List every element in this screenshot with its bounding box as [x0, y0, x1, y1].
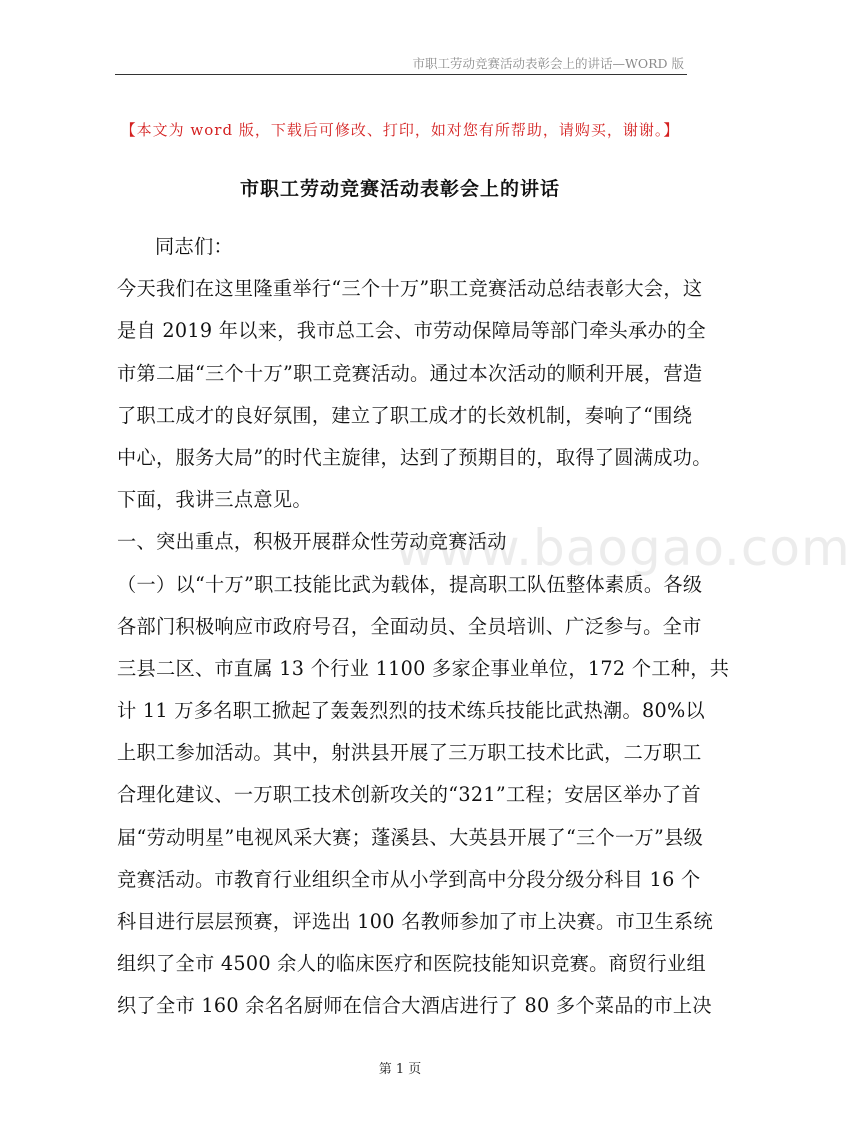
section-heading: 一、突出重点，积极开展群众性劳动竞赛活动 [117, 530, 507, 554]
body-line: 中心，服务大局”的时代主旋律，达到了预期目的，取得了圆满成功。 [117, 445, 712, 469]
body-line: 合理化建议、一万职工技术创新攻关的“321”工程；安居区举办了首 [117, 783, 701, 807]
header-divider [115, 74, 687, 75]
body-line: 市第二届“三个十万”职工竞赛活动。通过本次活动的顺利开展，营造 [117, 361, 703, 385]
body-line: 计 11 万多名职工掀起了轰轰烈烈的技术练兵技能比武热潮。80%以 [117, 699, 706, 723]
body-line: 织了全市 160 余名名厨师在信合大酒店进行了 80 多个菜品的市上决 [117, 994, 712, 1018]
salutation: 同志们： [155, 235, 233, 258]
body-line: 各部门积极响应市政府号召，全面动员、全员培训、广泛参与。全市 [117, 614, 702, 638]
body-line: 是自 2019 年以来，我市总工会、市劳动保障局等部门牵头承办的全 [117, 319, 706, 343]
page-number: 第 1 页 [378, 1062, 422, 1077]
body-line: 下面，我讲三点意见。 [117, 488, 312, 512]
body-line: 了职工成才的良好氛围，建立了职工成才的长效机制，奏响了“围绕 [117, 403, 693, 427]
body-text [117, 226, 730, 1028]
body-line: 届“劳动明星”电视风采大赛；蓬溪县、大英县开展了“三个一万”县级 [117, 825, 704, 849]
body-line: 上职工参加活动。其中，射洪县开展了三万职工技术比武，二万职工 [117, 741, 702, 765]
running-header: 市职工劳动竞赛活动表彰会上的讲话—WORD 版 [412, 56, 684, 71]
download-notice: 【本文为 word 版，下载后可修改、打印，如对您有所帮助，请购买，谢谢。】 [120, 121, 680, 139]
body-line: （一）以“十万”职工技能比武为载体，提高职工队伍整体素质。各级 [117, 572, 703, 596]
body-line: 竞赛活动。市教育行业组织全市从小学到高中分段分级分科目 16 个 [117, 867, 701, 891]
body-line: 科目进行层层预赛，评选出 100 名教师参加了市上决赛。市卫生系统 [117, 910, 713, 933]
body-line: 组织了全市 4500 余人的临床医疗和医院技能知识竞赛。商贸行业组 [117, 952, 706, 976]
body-line: 今天我们在这里隆重举行“三个十万”职工竞赛活动总结表彰大会，这 [117, 277, 703, 301]
watermark: www.baogao.com [395, 519, 851, 577]
body-line: 三县二区、市直属 13 个行业 1100 多家企事业单位，172 个工种，共 [117, 656, 730, 680]
document-title: 市职工劳动竞赛活动表彰会上的讲话 [239, 178, 560, 200]
